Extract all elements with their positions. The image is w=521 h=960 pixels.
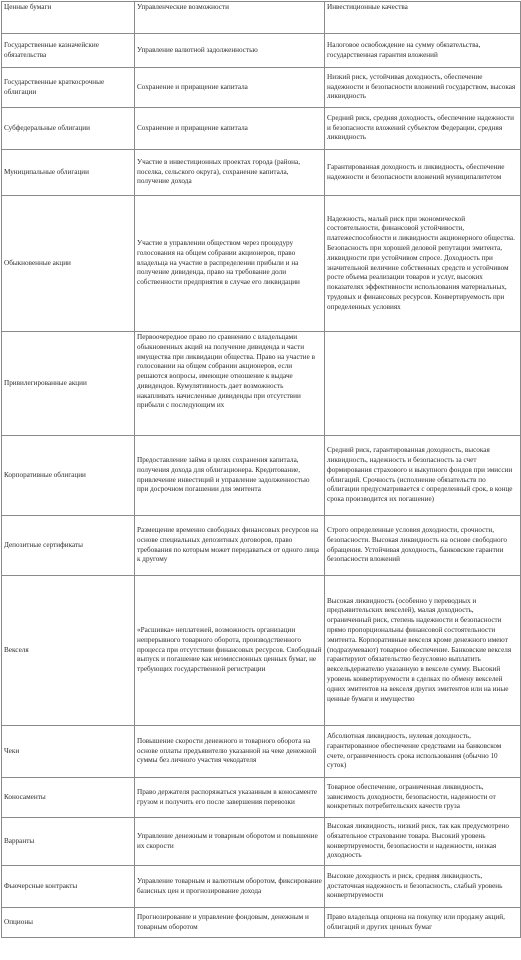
investment-qualities: Строго определенные условия доходности, срочности, безопасности. Высокая ликвидность на основе свободного обращения. Устойчивая доходность, банковские гарантии безопасности вложений bbox=[325, 516, 521, 576]
investment-qualities: Высокие доходность и риск, средняя ликвидность, достаточная надежность и безопасность, слабый уровень конвертируемости bbox=[325, 866, 521, 908]
investment-qualities bbox=[325, 332, 521, 436]
header-row bbox=[2, 2, 521, 34]
table-row bbox=[2, 68, 521, 108]
investment-qualities: Товарное обеспечение, ограниченная ликвидность, зависимость доходности, безопасности, надежности от конкретных потребительских качеств груза bbox=[325, 778, 521, 818]
table-row bbox=[2, 818, 521, 866]
management-capabilities: Участие в инвестиционных проектах города (района, поселка, сельского округа), сохранение капитала, получение дохода bbox=[135, 150, 325, 196]
table-row bbox=[2, 576, 521, 726]
security-name: Варранты bbox=[2, 818, 135, 866]
security-name: Депозитные сертификаты bbox=[2, 516, 135, 576]
security-name: Государственные краткосрочные облигации bbox=[2, 68, 135, 108]
security-name: Опционы bbox=[2, 908, 135, 938]
investment-qualities: Средний риск, средняя доходность, обеспечение надежности и безопасности вложений субъектом Федерации, средняя ликвидность bbox=[325, 108, 521, 150]
management-text: Первоочередное право по сравнению с владельцами обыкновенных акций на получение дивиденда и части имущества при ликвидации общества. Право на участие в голосовании на общем собрании акционеров, если решаются вопросы, имеющие отношение к выдаче дивидендов. Кумулятивность дает возможность накапливать начисленные дивиденды при отсутствии прибыли с последующим их bbox=[137, 333, 316, 410]
investment-qualities: Налоговое освобождение на сумму обязательства, государственная гарантия вложений bbox=[325, 34, 521, 68]
management-capabilities: Сохранение и приращение капитала bbox=[135, 68, 325, 108]
management-capabilities: Управление валютной задолженностью bbox=[135, 34, 325, 68]
security-name: Привилегированные акции bbox=[2, 332, 135, 436]
management-capabilities: «Расшивка» неплатежей, возможность организации непрерывного товарного оборота, производственного процесса при отсутствии финансовых ресурсов. Свободный выпуск и погашение как неэмиссионных ценных бумаг, не требующих государственной регистрации bbox=[135, 576, 325, 726]
investment-qualities: Право владельца опциона на покупку или продажу акций, облигаций и других ценных бумаг bbox=[325, 908, 521, 938]
security-name: Обыкновенные акции bbox=[2, 196, 135, 332]
security-name: Векселя bbox=[2, 576, 135, 726]
table-row bbox=[2, 196, 521, 332]
management-capabilities: Участие в управлении обществом через процедуру голосования на общем собрании акционеров, право владельца на участие в распределении прибыли и на получение дивиденда, право на требование доли собственности предприятия в случае его ликвидации bbox=[135, 196, 325, 332]
security-name: Коносаменты bbox=[2, 778, 135, 818]
table-row bbox=[2, 150, 521, 196]
security-name: Чеки bbox=[2, 726, 135, 778]
table-row bbox=[2, 908, 521, 938]
table-row bbox=[2, 778, 521, 818]
security-name: Фьючерсные контракты bbox=[2, 866, 135, 908]
investment-qualities: Гарантированная доходность и ликвидность, обеспечение надежности и безопасности вложений муниципалитетом bbox=[325, 150, 521, 196]
management-capabilities: Прогнозирование и управление фондовым, денежным и товарным оборотом bbox=[135, 908, 325, 938]
management-capabilities: Право держателя распоряжаться указанным в коносаменте грузом и получить его после завершения перевозки bbox=[135, 778, 325, 818]
management-capabilities bbox=[135, 332, 325, 436]
table-row bbox=[2, 726, 521, 778]
investment-qualities: Низкий риск, устойчивая доходность, обеспечение надежности и безопасности вложений государством, высокая ликвидность bbox=[325, 68, 521, 108]
management-capabilities: Размещение временно свободных финансовых ресурсов на основе специальных депозитных договоров, право требования по которым может передаваться от одного лица к другому bbox=[135, 516, 325, 576]
table-row bbox=[2, 332, 521, 436]
header-securities: Ценные бумаги bbox=[2, 2, 135, 34]
table-row bbox=[2, 866, 521, 908]
header-investment: Инвестиционные качества bbox=[325, 2, 521, 34]
management-capabilities: Предоставление займа в целях сохранения капитала, получения дохода для облигационера. Кредитование, привлечение инвестиций и управление задолженностью при досрочном погашении для эмитента bbox=[135, 436, 325, 516]
management-capabilities: Сохранение и приращение капитала bbox=[135, 108, 325, 150]
investment-qualities: Средний риск, гарантированная доходность, высокая ликвидность, надежность и безопасность за счет формирования страхового и выкупного фондов при эмиссии облигаций. Срочность (исполнение обязательств по облигации предусматривается с определенный срок, в конце срока производится их погашение) bbox=[325, 436, 521, 516]
investment-qualities: Высокая ликвидность (особенно у переводных и предъявительских векселей), малая доходность, ограниченный риск, степень надежности и безопасности прямо пропорциональны финансовой состоятельности эмитента. Корпоративные векселя кроме денежного имеют (подразумевают) товарное обеспечение. Банковские векселя гарантируют обязательство безусловно выплатить вексельдержателю указанную в векселе сумму. Высокий уровень конвертируемости в сделках по обмену векселей одних эмитентов на векселя других эмитентов или на иные ценные бумаги и имущество bbox=[325, 576, 521, 726]
header-management: Управленческие возможности bbox=[135, 2, 325, 34]
security-name: Государственные казначейские обязательства bbox=[2, 34, 135, 68]
table-row bbox=[2, 516, 521, 576]
security-name: Корпоративные облигации bbox=[2, 436, 135, 516]
table-row bbox=[2, 436, 521, 516]
securities-table bbox=[1, 1, 521, 938]
management-capabilities: Повышение скорости денежного и товарного оборота на основе оплаты предъявителю указанной на чеке денежной суммы без личного участия чекодателя bbox=[135, 726, 325, 778]
security-name: Муниципальные облигации bbox=[2, 150, 135, 196]
management-capabilities: Управление товарным и валютным оборотом, фиксирование базисных цен и прогнозирование дохода bbox=[135, 866, 325, 908]
table-row bbox=[2, 34, 521, 68]
security-name: Субфедеральные облигации bbox=[2, 108, 135, 150]
table-row bbox=[2, 108, 521, 150]
management-capabilities: Управление денежным и товарным оборотом и повышение их скорости bbox=[135, 818, 325, 866]
investment-qualities: Абсолютная ликвидность, нулевая доходность, гарантированное обеспечение средствами на банковском счете, ограниченность срока использования (обычно 10 суток) bbox=[325, 726, 521, 778]
investment-qualities: Высокая ликвидность, низкий риск, так как предусмотрено обязательное страхование товара. Высокий уровень конвертируемости, безопасности и надежности, низкая доходность bbox=[325, 818, 521, 866]
investment-qualities: Надежность, малый риск при экономической состоятельности, финансовой устойчивости, платежеспособности и ликвидности акционерного общества. Безопасность при хорошей деловой репутации эмитента, ликвидности при устойчивом спросе. Доходность при значительной величине собственных средств и устойчивом росте объема реализации товаров и услуг, высоких показателях эффективности использования материальных, трудовых и финансовых ресурсов. Конвертируемость при определенных условиях bbox=[325, 196, 521, 332]
